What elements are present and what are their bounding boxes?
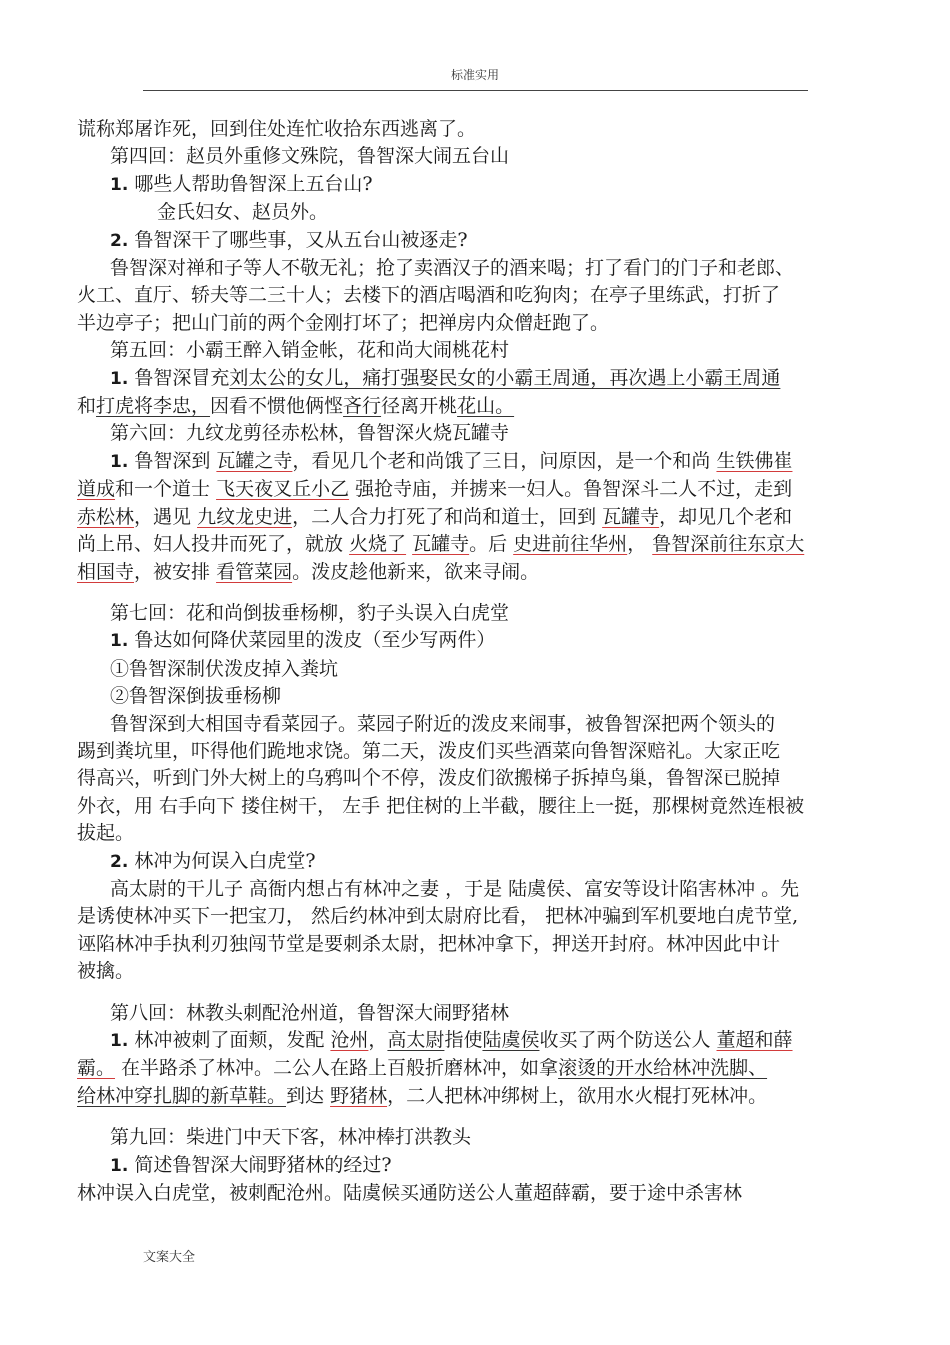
text-line: 诬陷林冲手执利刃独闯节堂是要刺杀太尉，把林冲拿下，押送开封府。林冲因此中计 bbox=[77, 932, 781, 955]
text-segment: 因看不惯他俩悭 bbox=[210, 395, 344, 418]
question-text: 鲁智深干了哪些事，又从五台山被逐走? bbox=[134, 228, 468, 251]
text-segment: 尚上吊、妇人投井而死了，就放 bbox=[77, 533, 350, 556]
question-text: 哪些人帮助鲁智深上五台山? bbox=[134, 172, 373, 195]
text-line: 外衣，用 右手向下 搂住树干， 左手 把住树的上半截，腰往上一挺，那棵树竟然连根被 bbox=[77, 794, 805, 817]
question-text: 鲁达如何降伏菜园里的泼皮（至少写两件） bbox=[134, 629, 496, 652]
fill-answer: 瓦罐寺 bbox=[602, 505, 660, 528]
text-segment: ， bbox=[627, 533, 653, 556]
fill-answer: 史进前往华州 bbox=[513, 533, 628, 556]
answer: 金氏妇女、赵员外。 bbox=[157, 201, 329, 224]
chapter-heading: 第四回：赵员外重修文殊院，鲁智深大闹五台山 bbox=[110, 145, 510, 168]
fill-answer: 看管菜园 bbox=[216, 560, 293, 583]
question-number: 2. bbox=[110, 851, 129, 872]
question bbox=[77, 365, 907, 393]
text-line bbox=[77, 393, 907, 420]
fill-answer: 给林冲穿扎脚的新草鞋。 bbox=[77, 1084, 287, 1107]
text-segment: ，被安排 bbox=[134, 560, 217, 583]
question bbox=[77, 1152, 907, 1180]
question-number: 1. bbox=[110, 631, 129, 652]
question-number: 1. bbox=[110, 174, 129, 195]
fill-answer: 飞天夜叉丘小乙 bbox=[216, 478, 350, 501]
text-segment: ， bbox=[368, 1029, 388, 1051]
spacer bbox=[77, 1110, 907, 1124]
question-number: 2. bbox=[110, 230, 129, 251]
text-segment: ，二人把林冲绑树上，欲用水火棍打死林冲。 bbox=[387, 1084, 768, 1107]
text-segment: 收买了两个防送公人 bbox=[539, 1029, 717, 1051]
question-number: 1. bbox=[110, 368, 129, 389]
chapter-heading: 第八回：林教头刺配沧州道，鲁智深大闹野猪林 bbox=[110, 1001, 510, 1024]
text-line: 高太尉的干儿子 高衙内想占有林冲之妻 ，于是 陆虞侯、富安等设计陷害林冲 。先 bbox=[110, 877, 800, 900]
fill-answer: 刘太公的女儿， bbox=[229, 366, 363, 389]
header-divider bbox=[143, 90, 808, 91]
question bbox=[77, 627, 907, 655]
spacer bbox=[77, 586, 907, 600]
text-line: 谎称郑屠诈死，回到住处连忙收拾东西逃离了。 bbox=[77, 118, 477, 140]
fill-answer: 陆虞侯 bbox=[482, 1029, 540, 1051]
page-header: 标准实用 bbox=[450, 68, 499, 82]
fill-answer: 打虎将李忠， bbox=[96, 395, 211, 418]
text-line bbox=[77, 559, 907, 586]
text-segment: 径离开桃 bbox=[381, 395, 458, 418]
text-line bbox=[77, 476, 907, 503]
text-line: 鲁智深对禅和子等人不敬无礼；抢了卖酒汉子的酒来喝；打了看门的门子和老郎、 bbox=[110, 257, 795, 280]
chapter-heading: 第七回：花和尚倒拔垂杨柳，豹子头误入白虎堂 bbox=[110, 601, 510, 624]
fill-answer: 九纹龙史进 bbox=[197, 505, 293, 528]
text-segment: 强抢寺庙，并掳来一妇人。鲁智深斗二人不过，走到 bbox=[349, 478, 793, 501]
question bbox=[77, 848, 907, 876]
fill-answer: 董超和薛 bbox=[716, 1029, 793, 1051]
text-segment: 和一个道士 bbox=[115, 478, 217, 501]
answer: ②鲁智深倒拔垂杨柳 bbox=[110, 685, 282, 708]
fill-answer: 鲁智深前往东京大 bbox=[652, 533, 805, 556]
text-line: 得高兴，听到门外大树上的乌鸦叫个不停，泼皮们欲搬梯子拆掉鸟巢，鲁智深已脱掉 bbox=[77, 767, 781, 790]
spacer bbox=[77, 986, 907, 1000]
fill-answer: 瓦罐之寺 bbox=[216, 449, 293, 472]
question bbox=[77, 227, 907, 255]
question-text: 林冲为何误入白虎堂? bbox=[134, 849, 316, 872]
page-footer: 文案大全 bbox=[143, 1250, 196, 1265]
text-segment: 指使 bbox=[444, 1029, 483, 1051]
fill-answer: 野猪林 bbox=[330, 1084, 388, 1107]
chapter-heading: 第六回：九纹龙剪径赤松林，鲁智深火烧瓦罐寺 bbox=[110, 422, 510, 445]
fill-answer: 花山。 bbox=[457, 395, 515, 418]
text-segment: ，二人合力打死了和尚和道士，回到 bbox=[292, 505, 603, 528]
chapter-heading: 第五回：小霸王醉入销金帐，花和尚大闹桃花村 bbox=[110, 339, 510, 362]
question-number: 1. bbox=[110, 451, 129, 472]
text-line: 火工、直厅、轿夫等二三十人；去楼下的酒店喝酒和吃狗肉；在亭子里练武，打折了 bbox=[77, 284, 781, 307]
text-segment: ，遇见 bbox=[134, 505, 198, 528]
document-body bbox=[77, 116, 907, 1207]
question-number: 1. bbox=[110, 1155, 129, 1176]
question-number: 1. bbox=[110, 1031, 129, 1051]
fill-answer: 赤松林 bbox=[77, 505, 135, 528]
question bbox=[77, 171, 907, 199]
fill-answer: 痛打强娶民女的小霸王周通，再次遇上小霸王周通 bbox=[362, 366, 781, 389]
text-line bbox=[77, 1083, 907, 1110]
text-segment: ，看见几个老和尚饿了三日，问原因，是一个和尚 bbox=[292, 449, 717, 472]
text-line: 踢到粪坑里，吓得他们跪地求饶。第二天，泼皮们买些酒菜向鲁智深赔礼。大家正吃 bbox=[77, 739, 781, 762]
text-segment: 。后 bbox=[469, 533, 514, 556]
fill-answer: 生铁佛崔 bbox=[716, 449, 793, 472]
text-line bbox=[77, 504, 907, 531]
fill-answer: 火烧了 bbox=[349, 533, 407, 556]
text-segment: 在半路杀了林冲。二公人在路上百般折磨林冲，如拿 bbox=[115, 1057, 559, 1080]
text-segment: 到达 bbox=[286, 1084, 331, 1107]
text-segment: 鲁智深到 bbox=[134, 449, 217, 472]
text-segment: 和 bbox=[77, 395, 97, 418]
fill-answer: 霸。 bbox=[77, 1057, 116, 1080]
fill-answer: 道成 bbox=[77, 478, 116, 501]
fill-answer: 瓦罐寺 bbox=[412, 533, 470, 556]
fill-answer: 相国寺 bbox=[77, 560, 135, 583]
text-line: 是诱使林冲买下一把宝刀， 然后约林冲到太尉府比看， 把林冲骗到军机要地白虎节堂, bbox=[77, 905, 799, 928]
fill-answer: 沧州 bbox=[330, 1029, 369, 1051]
question bbox=[77, 448, 907, 476]
fill-answer: 滚烫的开水给林冲洗脚、 bbox=[558, 1057, 768, 1080]
text-segment: 林冲被刺了面颊，发配 bbox=[134, 1029, 331, 1051]
chapter-heading: 第九回：柴进门中天下客，林冲棒打洪教头 bbox=[110, 1126, 472, 1149]
text-segment: 。泼皮趁他新来，欲来寻闹。 bbox=[292, 560, 540, 583]
text-line: 半边亭子；把山门前的两个金刚打坏了；把禅房内众僧赶跑了。 bbox=[77, 311, 610, 334]
text-line bbox=[77, 1055, 907, 1082]
text-segment: 鲁智深冒充 bbox=[134, 366, 230, 389]
fill-answer: 高太尉 bbox=[387, 1029, 445, 1051]
fill-answer: 吝行 bbox=[343, 395, 382, 418]
text-segment: ，却见几个老和 bbox=[659, 505, 793, 528]
text-line: 被擒。 bbox=[77, 960, 135, 983]
text-line: 林冲误入白虎堂，被刺配沧州。陆虞候买通防送公人董超薛霸，要于途中杀害林 bbox=[77, 1182, 743, 1205]
question-text: 简述鲁智深大闹野猪林的经过? bbox=[134, 1153, 392, 1176]
answer: ①鲁智深制伏泼皮掉入粪坑 bbox=[110, 657, 339, 680]
text-line bbox=[77, 531, 907, 558]
text-line: 拔起。 bbox=[77, 822, 135, 845]
question bbox=[77, 1027, 907, 1055]
text-line: 鲁智深到大相国寺看菜园子。菜园子附近的泼皮来闹事，被鲁智深把两个领头的 bbox=[110, 712, 776, 735]
